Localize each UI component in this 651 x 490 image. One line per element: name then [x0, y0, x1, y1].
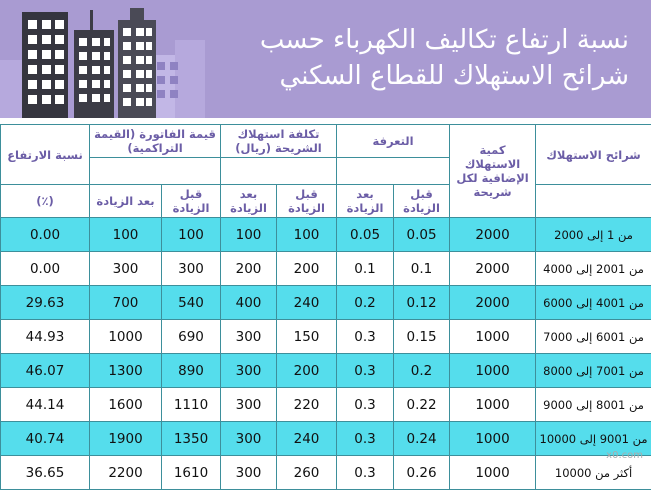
cost-before-cell: 240	[277, 286, 337, 320]
tariff-before-cell: 0.2	[394, 354, 450, 388]
tariff-after-cell: 0.3	[337, 388, 394, 422]
header-tiers-spacer	[536, 185, 651, 218]
header-tariff-spacer	[337, 158, 450, 185]
pct-cell: 36.65	[1, 456, 90, 490]
header-additional-consumption: كمية الاستهلاك الإضافية لكل شريحة	[450, 125, 536, 218]
tariff-after-cell: 0.3	[337, 422, 394, 456]
header-bill-before: قبل الزيادة	[162, 185, 221, 218]
qty-cell: 1000	[450, 422, 536, 456]
pct-cell: 40.74	[1, 422, 90, 456]
tariff-after-cell: 0.1	[337, 252, 394, 286]
watermark: x0.com	[606, 450, 643, 461]
pct-cell: 29.63	[1, 286, 90, 320]
bill-after-cell: 1300	[90, 354, 162, 388]
bill-after-cell: 1900	[90, 422, 162, 456]
cost-after-cell: 100	[221, 218, 277, 252]
pct-cell: 0.00	[1, 252, 90, 286]
cost-after-cell: 300	[221, 422, 277, 456]
cost-after-cell: 300	[221, 354, 277, 388]
table-row	[1, 252, 651, 286]
cost-after-cell: 300	[221, 456, 277, 490]
tariff-before-cell: 0.05	[394, 218, 450, 252]
qty-cell: 1000	[450, 388, 536, 422]
header-cost-spacer	[221, 158, 337, 185]
cost-after-cell: 400	[221, 286, 277, 320]
bill-before-cell: 540	[162, 286, 221, 320]
tariff-after-cell: 0.3	[337, 354, 394, 388]
tariff-before-cell: 0.24	[394, 422, 450, 456]
cost-before-cell: 150	[277, 320, 337, 354]
qty-cell: 2000	[450, 218, 536, 252]
header-tier-cost: تكلفة استهلاك الشريحة (ريال)	[221, 125, 337, 158]
header-tariff-after: بعد الزيادة	[337, 185, 394, 218]
tariff-after-cell: 0.2	[337, 286, 394, 320]
table-row	[1, 422, 651, 456]
cost-after-cell: 200	[221, 252, 277, 286]
tier-cell: من 1 إلى 2000	[536, 218, 651, 252]
cost-after-cell: 300	[221, 320, 277, 354]
tier-cell: من 4001 إلى 6000	[536, 286, 651, 320]
tariff-before-cell: 0.26	[394, 456, 450, 490]
bill-after-cell: 100	[90, 218, 162, 252]
tier-cell: من 9001 إلى 10000	[536, 422, 651, 456]
tier-cell: من 7001 إلى 8000	[536, 354, 651, 388]
tariff-before-cell: 0.15	[394, 320, 450, 354]
header-tiers: شرائح الاستهلاك	[536, 125, 651, 185]
bill-before-cell: 100	[162, 218, 221, 252]
qty-cell: 1000	[450, 456, 536, 490]
table-row	[1, 354, 651, 388]
cost-before-cell: 220	[277, 388, 337, 422]
qty-cell: 1000	[450, 354, 536, 388]
bill-after-cell: 1600	[90, 388, 162, 422]
table-row	[1, 218, 651, 252]
header-percent-unit: (٪)	[1, 185, 90, 218]
tier-cell: من 8001 إلى 9000	[536, 388, 651, 422]
title-line-2: شرائح الاستهلاك للقطاع السكني	[209, 58, 629, 94]
bill-after-cell: 300	[90, 252, 162, 286]
qty-cell: 1000	[450, 320, 536, 354]
cost-before-cell: 100	[277, 218, 337, 252]
tariff-before-cell: 0.22	[394, 388, 450, 422]
qty-cell: 2000	[450, 252, 536, 286]
bill-before-cell: 690	[162, 320, 221, 354]
header-bill-spacer	[90, 158, 221, 185]
city-buildings-illustration	[0, 0, 240, 118]
cost-before-cell: 200	[277, 252, 337, 286]
tariff-after-cell: 0.3	[337, 320, 394, 354]
cost-before-cell: 260	[277, 456, 337, 490]
bill-before-cell: 890	[162, 354, 221, 388]
header-tariff: التعرفة	[337, 125, 450, 158]
tier-cell: أكثر من 10000	[536, 456, 651, 490]
pct-cell: 0.00	[1, 218, 90, 252]
table-row	[1, 388, 651, 422]
header-bill-after: بعد الزيادة	[90, 185, 162, 218]
header-increase-pct: نسبة الارتفاع	[1, 125, 90, 185]
bill-after-cell: 1000	[90, 320, 162, 354]
title-line-1: نسبة ارتفاع تكاليف الكهرباء حسب	[209, 22, 629, 58]
header-cost-after: بعد الزيادة	[221, 185, 277, 218]
header-bill-value: قيمة الفاتورة (القيمة التراكمية)	[90, 125, 221, 158]
pct-cell: 46.07	[1, 354, 90, 388]
tariff-before-cell: 0.1	[394, 252, 450, 286]
bill-before-cell: 1610	[162, 456, 221, 490]
infographic-title	[209, 22, 629, 94]
cost-after-cell: 300	[221, 388, 277, 422]
tariff-after-cell: 0.3	[337, 456, 394, 490]
header-cost-before: قبل الزيادة	[277, 185, 337, 218]
pct-cell: 44.93	[1, 320, 90, 354]
table-row	[1, 320, 651, 354]
header-tariff-before: قبل الزيادة	[394, 185, 450, 218]
tariff-before-cell: 0.12	[394, 286, 450, 320]
bill-after-cell: 700	[90, 286, 162, 320]
bill-before-cell: 1350	[162, 422, 221, 456]
table-row	[1, 456, 651, 490]
pct-cell: 44.14	[1, 388, 90, 422]
bill-before-cell: 1110	[162, 388, 221, 422]
table-row	[1, 286, 651, 320]
qty-cell: 2000	[450, 286, 536, 320]
tariff-table	[0, 124, 651, 490]
bill-before-cell: 300	[162, 252, 221, 286]
tier-cell: من 6001 إلى 7000	[536, 320, 651, 354]
bill-after-cell: 2200	[90, 456, 162, 490]
cost-before-cell: 240	[277, 422, 337, 456]
cost-before-cell: 200	[277, 354, 337, 388]
tier-cell: من 2001 إلى 4000	[536, 252, 651, 286]
title-banner	[0, 0, 651, 118]
tariff-after-cell: 0.05	[337, 218, 394, 252]
